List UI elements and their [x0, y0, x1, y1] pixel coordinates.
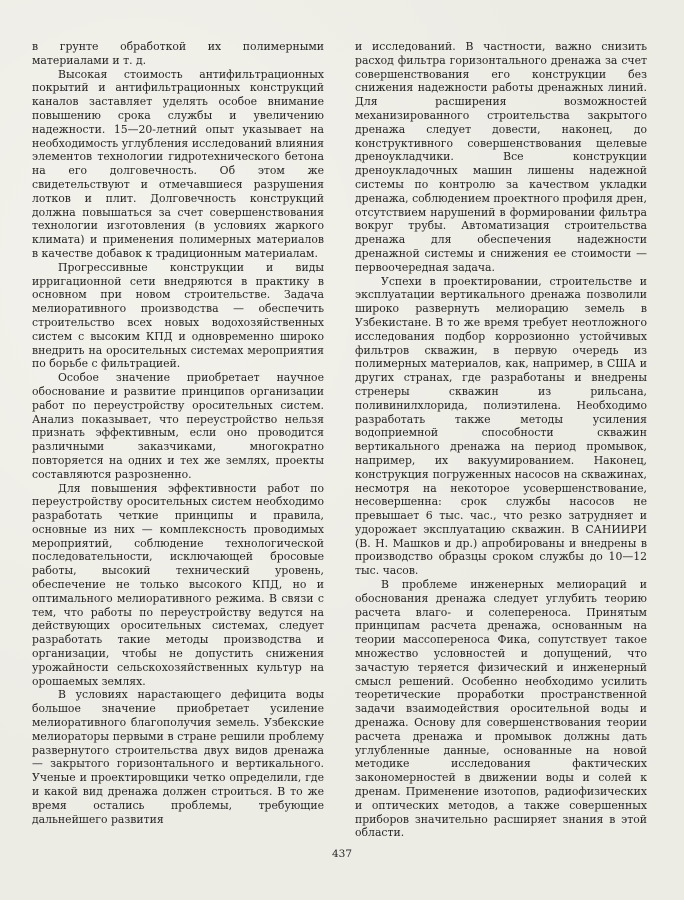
- page-number: 437: [331, 848, 353, 860]
- paragraph-reconstruction-principles: Особое значение приобретает научное обоснование и развитие принципов организации работ по переустройству оросительных систем. Анализ показывает, что переустройство нельзя признать эффективным, если оно проводится различными заказчиками, многократно повторяется на одних и тех же землях, проекты составляются разрозненно.: [32, 371, 324, 481]
- left-text-column: [32, 40, 324, 826]
- paragraph-antifiltration-cost: Высокая стоимость антифильтрационных покрытий и антифильтрационных конструкций каналов заставляет уделять особое внимание повышению срока службы и увеличению надежности. 15—20-летний опыт указывает на необходимость углубления исследований влияния элементов технологии гидротехнического бетона на его долговечность. Об этом же свидетельствуют и отмечавшиеся разрушения лотков и плит. Долговечность конструкций должна повышаться за счет совершенствования технологии изготовления (в условиях жаркого климата) и применения полимерных материалов в качестве добавок к традиционным материалам.: [32, 67, 324, 260]
- paragraph-efficiency-rules: Для повышения эффективности работ по переустройству оросительных систем необходимо разработать четкие принципы и правила, основные из них — комплексность проводимых мероприятий, соблюдение технологической последовательности, исключающей бросовые работы, высокий технический уровень, обеспечение не только высокого КПД, но и оптимального мелиоративного режима. В связи с тем, что работы по переустройству ведутся на действующих оросительных системах, следует разработать такие методы производства и организации, чтобы не допустить снижения урожайности сельскохозяйственных культур на орошаемых землях.: [32, 481, 324, 688]
- paragraph-continuation: в грунте обработкой их полимерными материалами и т. д.: [32, 40, 324, 67]
- right-text-column: [355, 40, 647, 840]
- paragraph-drainage-research: и исследований. В частности, важно снизить расход фильтра горизонтального дренажа за счет совершенствования его конструкции без снижения надежности работы дренажных линий. Для расширения возможностей механизированного строительства закрытого дренажа следует довести, наконец, до конструктивного совершенствования щелевые дреноукладчики. Все конструкции дреноукладочных машин лишены надежной системы по контролю за качеством укладки дренажа, соблюдением проектного профиля дрен, отсутствием нарушений в формировании фильтра вокруг трубы. Автоматизация строительства дренажа для обеспечения надежности дренажной системы и снижения ее стоимости — первоочередная задача.: [355, 40, 647, 274]
- paragraph-vertical-drainage: Успехи в проектировании, строительстве и эксплуатации вертикального дренажа позволили широко развернуть мелиорацию земель в Узбекистане. В то же время требует неотложного исследования подбор коррозионно устойчивых фильтров скважин, в первую очередь из полимерных материалов, как, например, в США и других странах, где разработаны и внедрены стренеры скважин из рильсана, поливинилхлорида, полиэтилена. Необходимо разработать также методы усиления водоприемной способности скважин вертикального дренажа на период промывок, например, их вакуумированием. Наконец, конструкция погруженных насосов на скважинах, несмотря на некоторое усовершенствование, несовершенна: срок службы насосов не превышает 6 тыс. час., что резко затрудняет и удорожает эксплуатацию скважин. В САНИИРИ (В. Н. Машков и др.) апробированы и внедрены в производство образцы сроком службы до 10—12 тыс. часов.: [355, 274, 647, 578]
- paragraph-water-deficit: В условиях нарастающего дефицита воды большое значение приобретает усиление мелиоративного благополучия земель. Узбекские мелиораторы первыми в стране решили проблему развернутого строительства двух видов дренажа — закрытого горизонтального и вертикального. Ученые и проектировщики четко определили, где и какой вид дренажа должен строиться. В то же время остались проблемы, требующие дальнейшего развития: [32, 688, 324, 826]
- paragraph-drainage-theory: В проблеме инженерных мелиораций и обоснования дренажа следует углубить теорию расчета влаго- и солепереноса. Принятым принципам расчета дренажа, основанным на теории массопереноса Фика, сопутствует такое множество условностей и допущений, что зачастую теряется физический и инженерный смысл решений. Особенно необходимо усилить теоретические проработки пространственной задачи взаимодействия оросительной воды и дренажа. Основу для совершенствования теории расчета дренажа и промывок должны дать углубленные данные, основанные на новой методике исследования фактических закономерностей в движении воды и солей к дренам. Применение изотопов, радиофизических и оптических методов, а также совершенных приборов значительно расширяет знания в этой области.: [355, 578, 647, 840]
- paragraph-progressive-constructions: Прогрессивные конструкции и виды ирригационной сети внедряются в практику в основном при новом строительстве. Задача мелиоративного производства — обеспечить строительство всех новых водохозяйственных систем с высоким КПД и одновременно широко внедрить на оросительных системах мероприятия по борьбе с фильтрацией.: [32, 260, 324, 371]
